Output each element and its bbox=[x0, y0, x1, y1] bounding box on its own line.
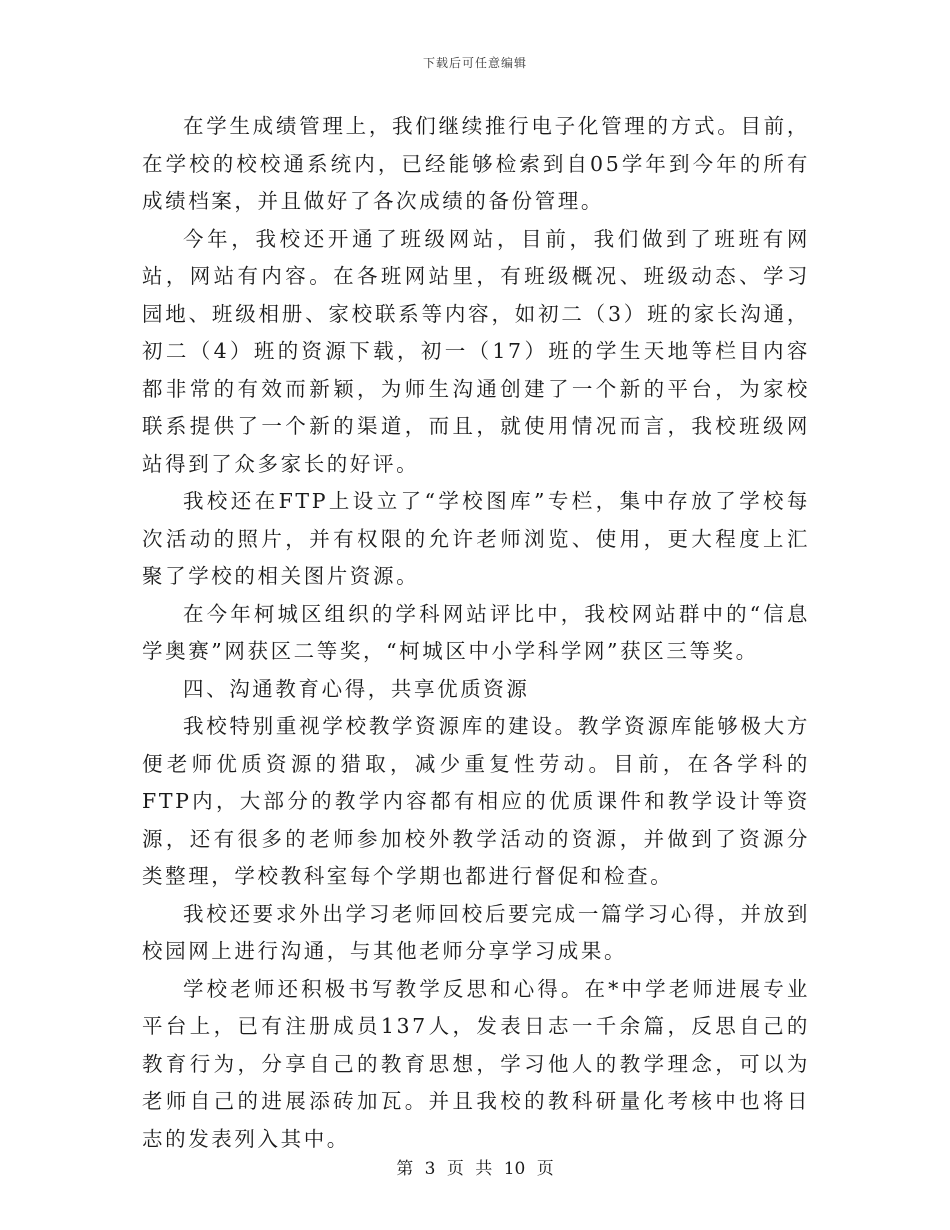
document-body bbox=[142, 108, 810, 1158]
page-number: 第 3 页 共 10 页 bbox=[396, 1159, 554, 1179]
page-header-note: 下载后可任意编辑 bbox=[422, 56, 527, 70]
paragraph-ftp-gallery: 我校还在FTP上设立了“学校图库”专栏，集中存放了学校每次活动的照片，并有权限的允许老师浏览、使用，更大程度上汇聚了学校的相关图片资源。 bbox=[142, 489, 810, 588]
paragraph-website-awards: 在今年柯城区组织的学科网站评比中，我校网站群中的“信息学奥赛”网获区二等奖，“柯城区中小学科学网”获区三等奖。 bbox=[142, 601, 810, 663]
paragraph-teacher-reflections: 学校老师还积极书写教学反思和心得。在*中学老师进展专业平台上，已有注册成员137人，发表日志一千余篇，反思自己的教育行为，分享自己的教育思想，学习他人的教学理念，可以为老师自己的进展添砖加瓦。并且我校的教科研量化考核中也将日志的发表列入其中。 bbox=[142, 976, 810, 1151]
paragraph-resource-library: 我校特别重视学校教学资源库的建设。教学资源库能够极大方便老师优质资源的猎取，减少重复性劳动。目前，在各学科的FTP内，大部分的教学内容都有相应的优质课件和教学设计等资源，还有很多的老师参加校外教学活动的资源，并做到了资源分类整理，学校教科室每个学期也都进行督促和检查。 bbox=[142, 714, 810, 888]
paragraph-grade-management: 在学生成绩管理上，我们继续推行电子化管理的方式。目前，在学校的校校通系统内，已经能够检索到自05学年到今年的所有成绩档案，并且做好了各次成绩的备份管理。 bbox=[142, 114, 810, 213]
paragraph-class-websites: 今年，我校还开通了班级网站，目前，我们做到了班班有网站，网站有内容。在各班网站里，有班级概况、班级动态、学习园地、班级相册、家校联系等内容，如初二（3）班的家长沟通，初二（4）班的资源下载，初一（17）班的学生天地等栏目内容都非常的有效而新颖，为师生沟通创建了一个新的平台，为家校联系提供了一个新的渠道，而且，就使用情况而言，我校班级网站得到了众多家长的好评。 bbox=[142, 226, 810, 476]
section-heading: 四、沟通教育心得，共享优质资源 bbox=[183, 676, 530, 701]
paragraph-study-reports: 我校还要求外出学习老师回校后要完成一篇学习心得，并放到校园网上进行沟通，与其他老师分享学习成果。 bbox=[142, 901, 810, 963]
